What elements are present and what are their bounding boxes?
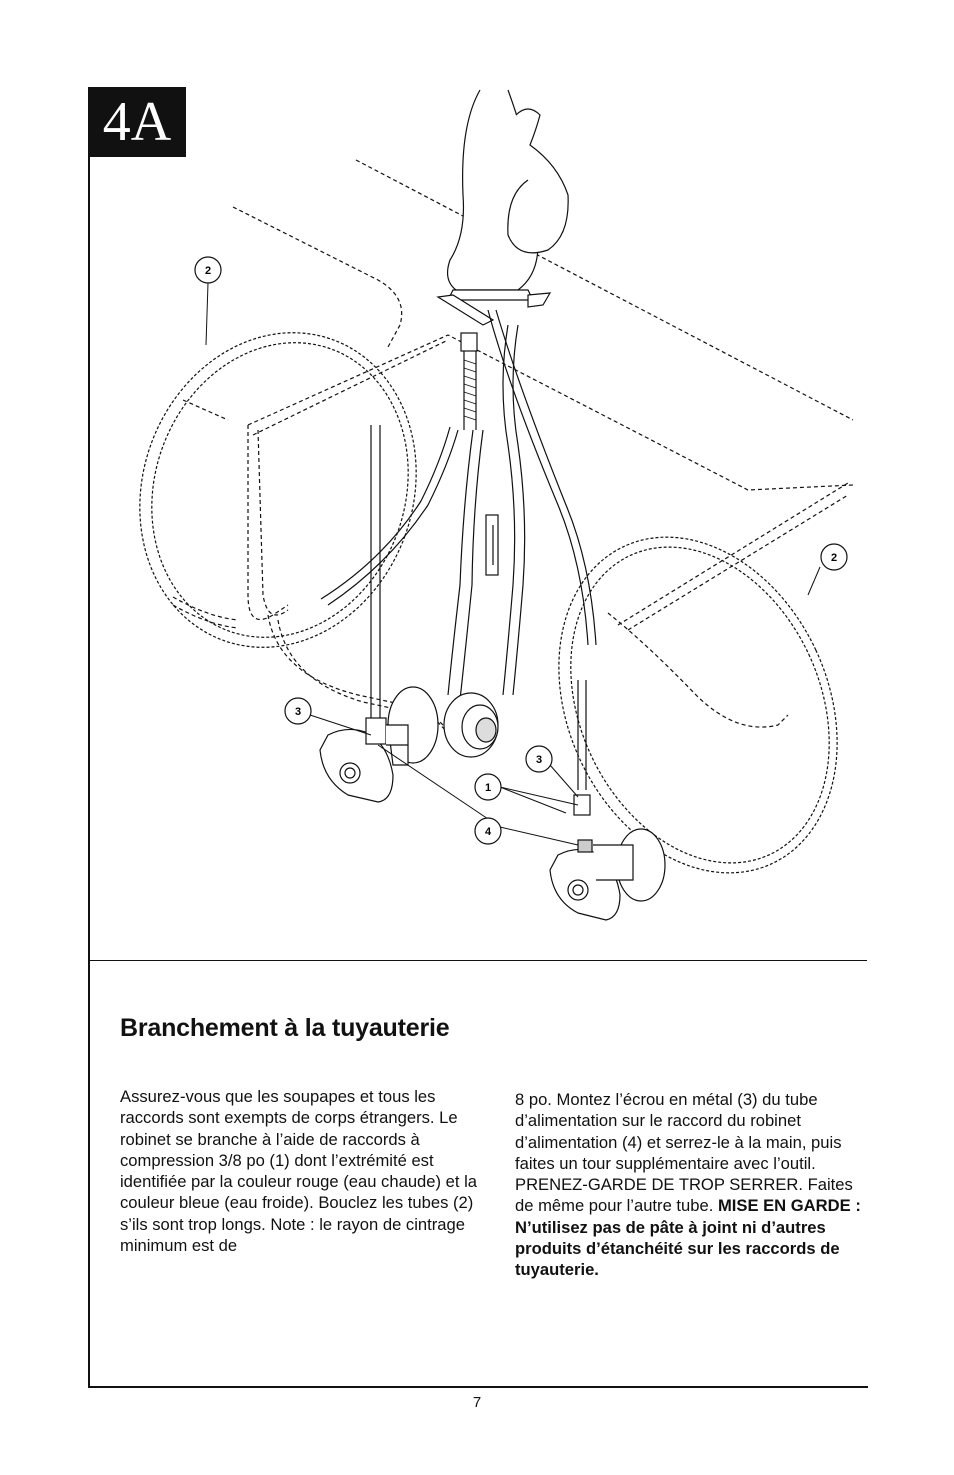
callout-4 bbox=[475, 818, 501, 844]
installation-figure bbox=[88, 85, 868, 960]
svg-text:1: 1 bbox=[484, 782, 492, 794]
right-valve bbox=[550, 795, 665, 920]
page-number: 7 bbox=[472, 1394, 482, 1411]
svg-text:4: 4 bbox=[484, 826, 492, 838]
faucet bbox=[438, 90, 568, 325]
callout-1 bbox=[475, 774, 501, 800]
section-divider bbox=[88, 960, 867, 961]
callout-2-right bbox=[821, 544, 847, 570]
svg-text:2: 2 bbox=[204, 265, 212, 277]
section-title: Branchement à la tuyauterie bbox=[120, 1014, 450, 1042]
body-right-text: 8 po. Montez l’écrou en métal (3) du tube d’alimentation sur le raccord du robinet d’alimentation (4) et serrez-le à la main, puis faites un tour supplémentaire avec l’outil. PRENEZ-GARDE DE TROP SERRER. Faites de même pour l’autre tube. bbox=[515, 1090, 853, 1216]
hose-weight bbox=[444, 430, 498, 757]
callout-3-left bbox=[285, 698, 311, 724]
shank bbox=[461, 333, 477, 430]
step-badge: 4A bbox=[88, 87, 186, 157]
body-left-column bbox=[120, 1086, 480, 1256]
warning-text: MISE EN GARDE : N’utilisez pas de pâte à joint ni d’autres produits d’étanchéité sur les raccords de tuyauterie. bbox=[515, 1196, 861, 1280]
footer-rule bbox=[88, 1386, 868, 1388]
svg-text:3: 3 bbox=[294, 706, 302, 718]
body-left-paragraph: Assurez-vous que les soupapes et tous les raccords sont exempts de corps étrangers. Le robinet se branche à l’aide de raccords à compression 3/8 po (1) dont l’extrémité est identifiée par la couleur rouge (eau chaude) et la couleur bleue (eau froide). Bouclez les tubes (2) s’ils sont trop longs. Note : le rayon de cintrage minimum est de bbox=[120, 1087, 478, 1256]
callout-2-left bbox=[195, 257, 221, 283]
body-right-paragraph bbox=[515, 1089, 875, 1281]
callouts bbox=[195, 257, 847, 844]
callout-3-right bbox=[526, 746, 552, 772]
svg-text:2: 2 bbox=[830, 552, 838, 564]
left-coil bbox=[96, 293, 459, 686]
body-right-column bbox=[515, 1089, 875, 1281]
svg-text:3: 3 bbox=[535, 754, 543, 766]
left-valve bbox=[320, 687, 438, 802]
